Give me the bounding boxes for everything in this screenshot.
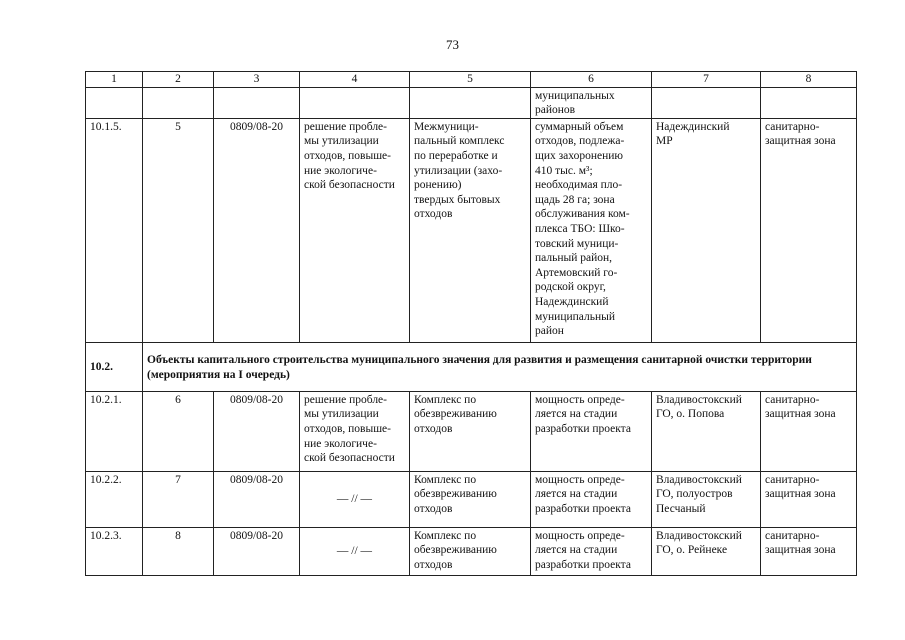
item-number-cell: 10.1.5.	[86, 118, 143, 342]
facility-cell: Комплекс по обезвреживанию отходов	[410, 391, 531, 471]
purpose-cell: решение пробле- мы утилизации отходов, повыше- ние экологиче- ской безопасности	[300, 118, 410, 342]
location-cell: Владивостокский ГО, о. Рейнеке	[652, 527, 761, 575]
zone-cell: санитарно- защитная зона	[761, 391, 857, 471]
table-cell	[761, 87, 857, 118]
table-row-continuation	[86, 87, 857, 118]
table-row-10-1-5	[86, 118, 857, 342]
column-number-header: 3	[214, 72, 300, 88]
table-cell	[300, 87, 410, 118]
code-cell: 0809/08-20	[214, 118, 300, 342]
table-row-10-2-2	[86, 471, 857, 527]
facility-cell: Комплекс по обезвреживанию отходов	[410, 471, 531, 527]
table-row-10-2-3	[86, 527, 857, 575]
item-number-cell: 10.2.2.	[86, 471, 143, 527]
characteristics-cell: мощность опреде- ляется на стадии разработки проекта	[531, 471, 652, 527]
section-number-cell: 10.2.	[86, 342, 143, 391]
zone-cell: санитарно- защитная зона	[761, 527, 857, 575]
page-number: 73	[446, 37, 459, 52]
ditto-mark-cell: — // —	[300, 471, 410, 527]
column-number-header: 2	[143, 72, 214, 88]
zone-cell: санитарно- защитная зона	[761, 471, 857, 527]
code-cell: 0809/08-20	[214, 527, 300, 575]
code-cell: 0809/08-20	[214, 391, 300, 471]
table-cell	[86, 87, 143, 118]
section-row-10-2	[86, 342, 857, 391]
column-number-header: 4	[300, 72, 410, 88]
column-number-header: 6	[531, 72, 652, 88]
table-cell-characteristics: муниципальных районов	[531, 87, 652, 118]
column-number-header-row	[86, 72, 857, 88]
table-cell	[652, 87, 761, 118]
table-row-10-2-1	[86, 391, 857, 471]
location-cell: Надеждинский МР	[652, 118, 761, 342]
code-cell: 0809/08-20	[214, 471, 300, 527]
table-cell	[410, 87, 531, 118]
column-number-header: 1	[86, 72, 143, 88]
characteristics-cell: мощность опреде- ляется на стадии разработки проекта	[531, 391, 652, 471]
purpose-cell: решение пробле- мы утилизации отходов, повыше- ние экологиче- ской безопасности	[300, 391, 410, 471]
location-cell: Владивостокский ГО, о. Попова	[652, 391, 761, 471]
facility-cell: Комплекс по обезвреживанию отходов	[410, 527, 531, 575]
waste-facilities-table	[85, 71, 857, 576]
item-number-cell: 10.2.3.	[86, 527, 143, 575]
column-number-header: 5	[410, 72, 531, 88]
ditto-mark-cell: — // —	[300, 527, 410, 575]
index-cell: 8	[143, 527, 214, 575]
zone-cell: санитарно- защитная зона	[761, 118, 857, 342]
index-cell: 7	[143, 471, 214, 527]
facility-cell: Межмуници- пальный комплекс по переработке и утилизации (захо- ронению) твердых бытовых отходов	[410, 118, 531, 342]
characteristics-cell: мощность опреде- ляется на стадии разработки проекта	[531, 527, 652, 575]
index-cell: 5	[143, 118, 214, 342]
location-cell: Владивостокский ГО, полуостров Песчаный	[652, 471, 761, 527]
table-cell	[143, 87, 214, 118]
section-title-cell: Объекты капитального строительства муниципального значения для развития и размещения санитарной очистки территории (мероприятия на I очередь)	[143, 342, 857, 391]
column-number-header: 8	[761, 72, 857, 88]
index-cell: 6	[143, 391, 214, 471]
column-number-header: 7	[652, 72, 761, 88]
table-cell	[214, 87, 300, 118]
characteristics-cell: суммарный объем отходов, подлежа- щих захоронению 410 тыс. м³; необходимая пло- щадь 28 га; зона обслуживания ком- плекса ТБО: Шко- товский муници- пальный район, Артемовский го- родской округ, Надеждинский муниципальный район	[531, 118, 652, 342]
item-number-cell: 10.2.1.	[86, 391, 143, 471]
